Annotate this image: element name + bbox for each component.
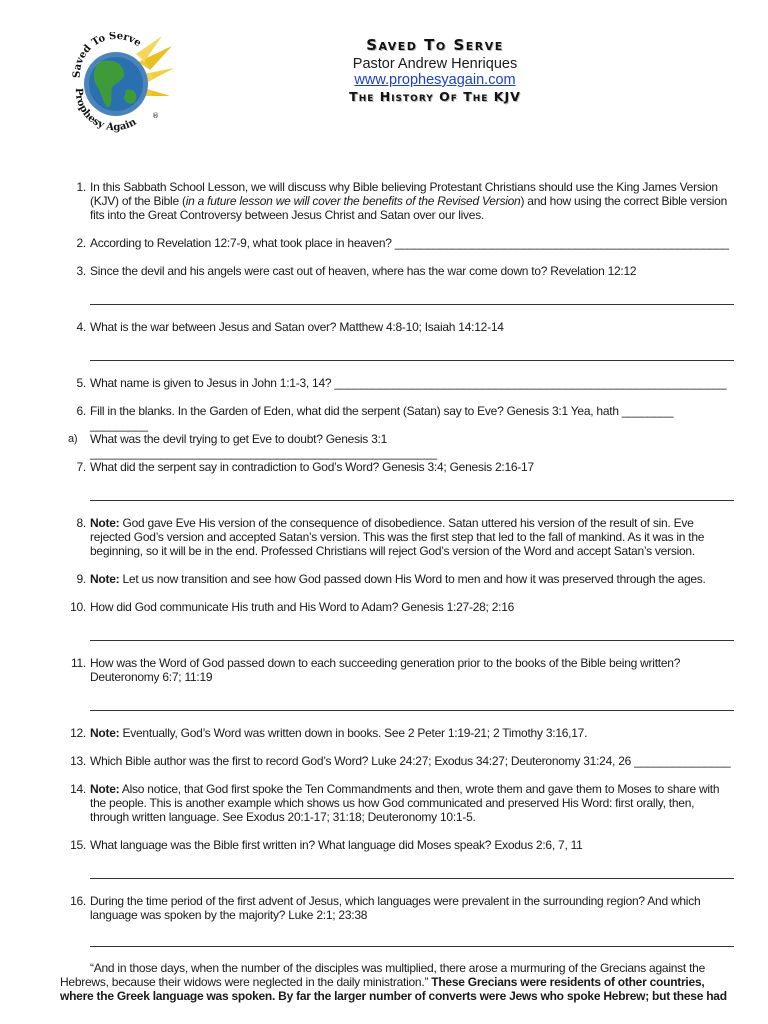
- answer-line[interactable]: [90, 304, 734, 305]
- list-item-note: 12. Note: Eventually, God’s Word was written down in books. See 2 Peter 1:19-21; 2 Timothy 3:16,17.: [70, 726, 588, 740]
- answer-line[interactable]: [90, 640, 734, 641]
- registered-mark: ®: [152, 112, 159, 120]
- website-link[interactable]: www.prophesyagain.com: [354, 72, 516, 88]
- answer-line[interactable]: [90, 360, 734, 361]
- list-item: 11. How was the Word of God passed down to each succeeding generation prior to the books of the Bible being written? Deuteronomy 6:7; 11:19: [70, 656, 681, 684]
- logo-bottom-text: Prophesy Again: [72, 87, 139, 134]
- list-item: 3. Since the devil and his angels were cast out of heaven, where has the war come down to? Revelation 12:12: [76, 264, 637, 278]
- list-item-note: 8. Note: God gave Eve His version of the consequence of disobedience. Satan uttered his version of the result of sin. Eve rejected God’s version and accepted Satan’s version. This was the first step that led to the fall of mankind. As it was in the beginning, so it will be in the end. Professed Christians will reject God’s version of the Word and accept Satan’s version.: [76, 516, 705, 558]
- answer-line[interactable]: [90, 946, 734, 947]
- list-subitem: a) What was the devil trying to get Eve to doubt? Genesis 3:1 ______________________________________________________: [68, 432, 437, 460]
- list-item: 13. Which Bible author was the first to record God’s Word? Luke 24:27; Exodus 34:27; Deuteronomy 31:24, 26 _______________: [70, 754, 731, 768]
- list-item: 1. In this Sabbath School Lesson, we will discuss why Bible believing Protestant Christians should use the King James Version (KJV) of the Bible (in a future lesson we will cover the benefits of the Revised Version) and how using the correct Bible version fits into the Great Controversy between Jesus Christ and Satan over our lives.: [76, 180, 727, 222]
- list-item-note: 9. Note: Let us now transition and see how God passed down His Word to men and how it was preserved through the ages.: [76, 572, 706, 586]
- list-item: 16. During the time period of the first advent of Jesus, which languages were prevalent in the surrounding region? And which language was spoken by the majority? Luke 2:1; 23:38: [70, 894, 701, 922]
- logo-top-text: Saved To Serve: [71, 32, 144, 79]
- answer-line[interactable]: [90, 710, 734, 711]
- list-item: 6. Fill in the blanks. In the Garden of Eden, what did the serpent (Satan) say to Eve? Genesis 3:1 Yea, hath ________ _________: [76, 404, 674, 432]
- page-title: Saved To Serve: [366, 36, 504, 54]
- list-item-note: 14. Note: Also notice, that God first spoke the Ten Commandments and then, wrote them and gave them to Moses to share with the people. This is another example which shows us how God communicated and preserved His Word: first orally, then, through written language. See Exodus 20:1-17; 31:18; Deuteronomy 10:1-5.: [70, 782, 720, 824]
- list-item: 4. What is the war between Jesus and Satan over? Matthew 4:8-10; Isaiah 14:12-14: [76, 320, 504, 334]
- answer-line[interactable]: [90, 500, 734, 501]
- list-item: 10. How did God communicate His truth and His Word to Adam? Genesis 1:27-28; 2:16: [70, 600, 515, 614]
- list-item: 5. What name is given to Jesus in John 1:1-3, 14? _____________________________________________________________: [76, 376, 727, 390]
- quote-paragraph: “And in those days, when the number of the disciples was multiplied, there arose a murmuring of the Grecians against the Hebrews, because their widows were neglected in the daily ministration.” These Grecians were residents of other countries, where the Greek language was spoken. By far the larger number of converts were Jews who spoke Hebrew; but these had: [60, 961, 727, 1003]
- list-item: 15. What language was the Bible first written in? What language did Moses speak? Exodus 2:6, 7, 11: [70, 838, 583, 852]
- list-item: 7. What did the serpent say in contradiction to God’s Word? Genesis 3:4; Genesis 2:16-17: [76, 460, 534, 474]
- pastor-name: Pastor Andrew Henriques: [352, 56, 518, 72]
- answer-line[interactable]: [90, 878, 734, 879]
- lesson-title: The History Of The KJV: [349, 89, 521, 104]
- list-item: 2. According to Revelation 12:7-9, what took place in heaven? ____________________________________________________: [76, 236, 729, 250]
